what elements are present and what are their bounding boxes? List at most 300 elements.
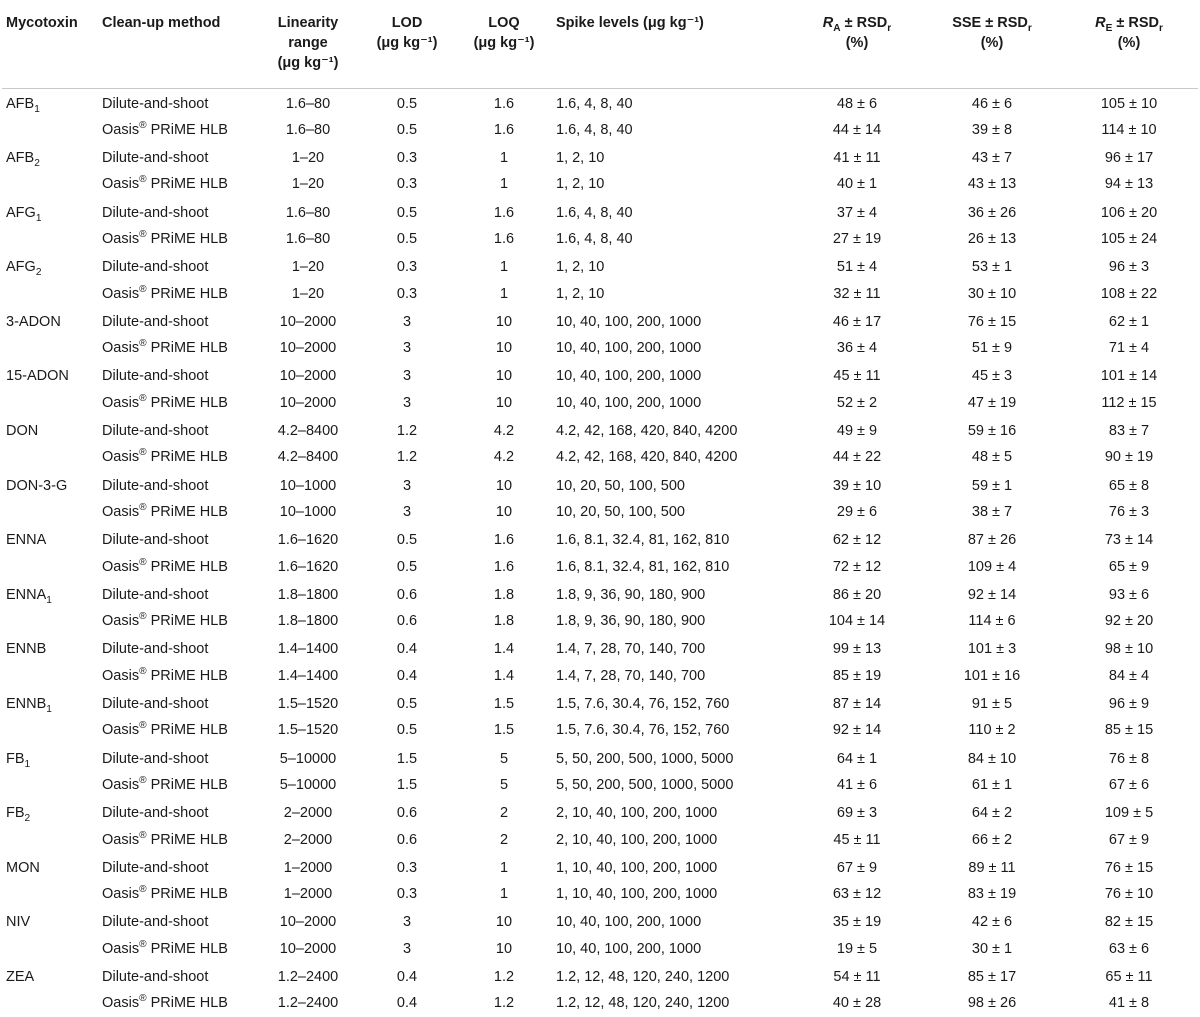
- cell-cleanup-method: Dilute-and-shoot: [102, 477, 209, 494]
- cell-re: 105 ± 10: [1100, 95, 1158, 112]
- cell-linearity: 10–2000: [279, 313, 337, 330]
- cell-sse: 66 ± 2: [971, 831, 1013, 848]
- col-header-lod: [358, 0, 456, 88]
- cell-cleanup-method: Dilute-and-shoot: [102, 368, 209, 385]
- cell-spike-levels: 1, 10, 40, 100, 200, 1000: [556, 859, 718, 876]
- cell-re: 114 ± 10: [1101, 121, 1157, 138]
- cell-loq: 1: [499, 176, 509, 193]
- cell-mycotoxin: 3-ADON: [6, 313, 61, 330]
- cell-lod: 0.5: [396, 204, 418, 221]
- cell-re: 63 ± 6: [1108, 940, 1150, 957]
- cell-linearity: 10–2000: [279, 368, 337, 385]
- table-row: [2, 525, 1198, 553]
- cell-ra: 54 ± 11: [833, 969, 881, 985]
- cell-cleanup-method: Dilute-and-shoot: [102, 805, 209, 822]
- ra-line-2: (%): [845, 35, 869, 51]
- cell-ra: 40 ± 28: [832, 995, 882, 1012]
- sse-line-1: SSE ± $RSD_r$: [952, 15, 1032, 34]
- cell-sse: 91 ± 5: [971, 696, 1013, 713]
- cell-cleanup-method: Oasis® PRiME HLB: [102, 392, 228, 411]
- cell-spike-levels: 1.8, 9, 36, 90, 180, 900: [556, 586, 706, 603]
- cell-lod: 1.2: [396, 449, 418, 466]
- table-row: [2, 226, 1198, 253]
- cell-re: 41 ± 8: [1108, 995, 1150, 1012]
- cell-lod: 0.5: [396, 230, 418, 247]
- cell-spike-levels: 1, 2, 10: [556, 285, 605, 302]
- cell-ra: 39 ± 10: [832, 477, 882, 494]
- cell-spike-levels: 1.6, 8.1, 32.4, 81, 162, 810: [556, 532, 730, 549]
- cell-loq: 1.8: [493, 586, 515, 603]
- linearity-line-2: range: [288, 35, 328, 51]
- cell-ra: 48 ± 6: [836, 95, 878, 112]
- cell-cleanup-method: Oasis® PRiME HLB: [102, 283, 228, 302]
- cell-mycotoxin: [2, 608, 98, 635]
- cell-linearity: 10–2000: [279, 340, 337, 357]
- cell-re: 76 ± 15: [1104, 859, 1154, 876]
- cell-linearity: 1.2–2400: [277, 995, 339, 1012]
- cell-cleanup-method: Dilute-and-shoot: [102, 259, 209, 276]
- cell-linearity: 1–2000: [283, 859, 333, 876]
- loq-line-2: (μg kg⁻¹): [473, 35, 535, 51]
- cell-ra: 41 ± 6: [836, 776, 878, 793]
- cell-re: 76 ± 3: [1108, 503, 1150, 520]
- cell-re: 94 ± 13: [1104, 176, 1154, 193]
- cell-sse: 47 ± 19: [967, 394, 1017, 411]
- cell-spike-levels: 10, 40, 100, 200, 1000: [556, 340, 702, 357]
- cell-spike-levels: 10, 40, 100, 200, 1000: [556, 914, 702, 931]
- cell-sse: 39 ± 8: [971, 121, 1013, 138]
- cell-ra: 87 ± 14: [832, 696, 882, 713]
- cell-linearity: 4.2–8400: [277, 449, 339, 466]
- cell-linearity: 10–2000: [279, 914, 337, 931]
- cell-sse: 38 ± 7: [971, 503, 1013, 520]
- linearity-line-1: Linearity: [277, 15, 339, 31]
- cell-sse: 30 ± 10: [967, 285, 1017, 302]
- loq-line-1: LOQ: [488, 15, 520, 31]
- table-row: [2, 307, 1198, 335]
- cell-cleanup-method: Oasis® PRiME HLB: [102, 338, 228, 357]
- cell-lod: 3: [402, 313, 412, 330]
- cell-re: 85 ± 15: [1104, 722, 1154, 739]
- cell-spike-levels: 1, 2, 10: [556, 176, 605, 193]
- cell-sse: 42 ± 6: [971, 914, 1013, 931]
- cell-spike-levels: 1.2, 12, 48, 120, 240, 1200: [556, 969, 730, 985]
- cell-sse: 101 ± 16: [963, 667, 1021, 684]
- cell-spike-levels: 5, 50, 200, 500, 1000, 5000: [556, 750, 734, 767]
- table-row: [2, 962, 1198, 990]
- cell-ra: 49 ± 9: [836, 423, 878, 440]
- cell-re: 71 ± 4: [1108, 340, 1150, 357]
- table-row: [2, 143, 1198, 171]
- cell-mycotoxin: [2, 935, 98, 962]
- cell-linearity: 1.6–80: [285, 230, 331, 247]
- table-row: [2, 717, 1198, 744]
- cell-sse: 109 ± 4: [967, 558, 1017, 575]
- cell-lod: 3: [402, 340, 412, 357]
- cell-sse: 61 ± 1: [971, 776, 1013, 793]
- cell-linearity: 4.2–8400: [277, 423, 339, 440]
- cell-sse: 85 ± 17: [967, 969, 1017, 985]
- table-row: [2, 499, 1198, 526]
- col-header-linearity: [258, 0, 358, 88]
- cell-ra: 69 ± 3: [836, 805, 878, 822]
- cell-lod: 0.4: [396, 995, 418, 1012]
- cell-spike-levels: 10, 40, 100, 200, 1000: [556, 313, 702, 330]
- cell-cleanup-method: Dilute-and-shoot: [102, 313, 209, 330]
- cell-cleanup-method: Dilute-and-shoot: [102, 969, 209, 985]
- cell-lod: 3: [402, 503, 412, 520]
- cell-spike-levels: 1, 10, 40, 100, 200, 1000: [556, 886, 718, 903]
- cell-ra: 46 ± 17: [832, 313, 882, 330]
- cell-loq: 10: [495, 914, 513, 931]
- table-row: [2, 826, 1198, 853]
- cell-mycotoxin: [2, 881, 98, 908]
- cell-loq: 10: [495, 368, 513, 385]
- cell-ra: 44 ± 14: [832, 121, 882, 138]
- cell-re: 67 ± 9: [1108, 831, 1150, 848]
- cell-lod: 0.4: [396, 667, 418, 684]
- cell-cleanup-method: Oasis® PRiME HLB: [102, 938, 228, 957]
- cell-linearity: 1–2000: [283, 886, 333, 903]
- cell-sse: 87 ± 26: [967, 532, 1017, 549]
- cell-re: 92 ± 20: [1104, 613, 1154, 630]
- cell-spike-levels: 10, 20, 50, 100, 500: [556, 477, 685, 494]
- cell-mycotoxin: [2, 171, 98, 198]
- cell-ra: 40 ± 1: [836, 176, 878, 193]
- cell-lod: 0.4: [396, 969, 418, 985]
- cell-loq: 1.4: [493, 667, 515, 684]
- table-row: [2, 444, 1198, 471]
- cell-loq: 1.4: [493, 641, 515, 658]
- cell-spike-levels: 1.5, 7.6, 30.4, 76, 152, 760: [556, 696, 730, 713]
- cell-mycotoxin: [2, 389, 98, 416]
- cell-mycotoxin: 15-ADON: [6, 368, 69, 385]
- cell-spike-levels: 5, 50, 200, 500, 1000, 5000: [556, 776, 734, 793]
- col-header-cleanup: Clean-up method: [98, 0, 258, 88]
- cell-re: 101 ± 14: [1100, 368, 1158, 385]
- cell-loq: 1: [499, 259, 509, 276]
- cell-mycotoxin: [2, 553, 98, 580]
- cell-loq: 2: [499, 831, 509, 848]
- cell-linearity: 10–2000: [279, 940, 337, 957]
- cell-loq: 10: [495, 477, 513, 494]
- cell-cleanup-method: Oasis® PRiME HLB: [102, 993, 228, 1012]
- cell-cleanup-method: Dilute-and-shoot: [102, 150, 209, 167]
- cell-loq: 1.6: [493, 95, 515, 112]
- cell-mycotoxin: DON: [6, 423, 39, 440]
- table-header: [2, 0, 1198, 88]
- cell-lod: 0.3: [396, 176, 418, 193]
- cell-spike-levels: 1.8, 9, 36, 90, 180, 900: [556, 613, 706, 630]
- cell-re: 112 ± 15: [1101, 394, 1157, 411]
- table-row: [2, 88, 1198, 117]
- cell-loq: 4.2: [493, 423, 515, 440]
- cell-loq: 2: [499, 805, 509, 822]
- cell-mycotoxin: $FB_2$: [6, 805, 31, 825]
- table-row: [2, 881, 1198, 908]
- cell-mycotoxin: [2, 662, 98, 689]
- cell-ra: 86 ± 20: [832, 586, 882, 603]
- cell-linearity: 1–20: [291, 285, 325, 302]
- cell-cleanup-method: Oasis® PRiME HLB: [102, 556, 228, 575]
- cell-mycotoxin: NIV: [6, 914, 31, 931]
- cell-sse: 30 ± 1: [971, 940, 1013, 957]
- cell-cleanup-method: Oasis® PRiME HLB: [102, 611, 228, 630]
- cell-ra: 45 ± 11: [833, 831, 881, 848]
- cell-cleanup-method: Oasis® PRiME HLB: [102, 775, 228, 793]
- cell-loq: 1.2: [493, 969, 515, 985]
- cell-cleanup-method: Dilute-and-shoot: [102, 859, 209, 876]
- cell-lod: 3: [402, 914, 412, 931]
- cell-ra: 85 ± 19: [832, 667, 882, 684]
- cell-spike-levels: 10, 40, 100, 200, 1000: [556, 394, 702, 411]
- col-header-spike-levels: Spike levels (μg kg⁻¹): [552, 0, 790, 88]
- table-row: [2, 634, 1198, 662]
- cell-ra: 51 ± 4: [836, 259, 878, 276]
- cell-re: 62 ± 1: [1108, 313, 1150, 330]
- table-row: [2, 662, 1198, 689]
- cell-mycotoxin: $AFB_2$: [6, 150, 40, 169]
- cell-lod: 0.6: [396, 831, 418, 848]
- cell-lod: 1.5: [396, 776, 418, 793]
- col-header-re: [1060, 0, 1198, 88]
- cell-sse: 59 ± 1: [971, 477, 1013, 494]
- cell-re: 98 ± 10: [1104, 641, 1154, 658]
- cell-sse: 46 ± 6: [971, 95, 1013, 112]
- cell-sse: 36 ± 26: [967, 204, 1017, 221]
- cell-re: 93 ± 6: [1108, 586, 1150, 603]
- table-row: [2, 935, 1198, 962]
- table-row: [2, 171, 1198, 198]
- cell-lod: 0.3: [396, 859, 418, 876]
- cell-lod: 0.3: [396, 150, 418, 167]
- cell-cleanup-method: Oasis® PRiME HLB: [102, 720, 228, 739]
- cell-spike-levels: 2, 10, 40, 100, 200, 1000: [556, 831, 718, 848]
- cell-linearity: 1.6–80: [285, 204, 331, 221]
- table-row: [2, 853, 1198, 881]
- table-row: [2, 389, 1198, 416]
- cell-linearity: 1.4–1400: [277, 667, 339, 684]
- cell-cleanup-method: Dilute-and-shoot: [102, 586, 209, 603]
- cell-linearity: 1.8–1800: [277, 586, 339, 603]
- table-row: [2, 772, 1198, 799]
- cell-mycotoxin: [2, 226, 98, 253]
- cell-mycotoxin: $ENNB_1$: [6, 696, 52, 715]
- cell-ra: 92 ± 14: [832, 722, 882, 739]
- cell-linearity: 5–10000: [279, 750, 337, 767]
- linearity-line-3: (μg kg⁻¹): [277, 55, 339, 71]
- cell-mycotoxin: [2, 444, 98, 471]
- cell-cleanup-method: Dilute-and-shoot: [102, 914, 209, 931]
- cell-re: 76 ± 8: [1108, 750, 1150, 767]
- cell-lod: 1.2: [396, 423, 418, 440]
- cell-linearity: 1–20: [291, 259, 325, 276]
- cell-loq: 1.6: [493, 121, 515, 138]
- cell-cleanup-method: Oasis® PRiME HLB: [102, 502, 228, 520]
- cell-mycotoxin: MON: [6, 859, 40, 876]
- cell-lod: 0.5: [396, 558, 418, 575]
- cell-sse: 76 ± 15: [967, 313, 1017, 330]
- cell-lod: 0.3: [396, 259, 418, 276]
- cell-loq: 5: [499, 750, 509, 767]
- cell-mycotoxin: [2, 280, 98, 307]
- cell-linearity: 1–20: [291, 176, 325, 193]
- cell-cleanup-method: Dilute-and-shoot: [102, 423, 209, 440]
- cell-cleanup-method: Oasis® PRiME HLB: [102, 174, 228, 193]
- table-row: [2, 252, 1198, 280]
- cell-ra: 99 ± 13: [832, 641, 882, 658]
- cell-loq: 10: [495, 940, 513, 957]
- cell-sse: 43 ± 13: [967, 176, 1017, 193]
- cell-mycotoxin: ENNB: [6, 641, 47, 658]
- cell-sse: 114 ± 6: [968, 613, 1016, 630]
- cell-sse: 48 ± 5: [971, 449, 1013, 466]
- cell-linearity: 1.6–80: [285, 95, 331, 112]
- cell-re: 65 ± 9: [1108, 558, 1150, 575]
- col-header-ra: [790, 0, 924, 88]
- cell-spike-levels: 2, 10, 40, 100, 200, 1000: [556, 805, 718, 822]
- cell-mycotoxin: [2, 826, 98, 853]
- table-row: [2, 553, 1198, 580]
- lod-line-2: (μg kg⁻¹): [376, 35, 438, 51]
- cell-spike-levels: 1.6, 4, 8, 40: [556, 121, 633, 138]
- cell-lod: 3: [402, 394, 412, 411]
- cell-ra: 32 ± 11: [833, 285, 881, 302]
- cell-cleanup-method: Oasis® PRiME HLB: [102, 829, 228, 848]
- lod-line-1: LOD: [391, 15, 423, 31]
- cell-lod: 0.5: [396, 722, 418, 739]
- cell-linearity: 1.4–1400: [277, 641, 339, 658]
- cell-re: 108 ± 22: [1100, 285, 1158, 302]
- cell-spike-levels: 4.2, 42, 168, 420, 840, 4200: [556, 423, 738, 440]
- cell-loq: 1.6: [493, 204, 515, 221]
- cell-re: 105 ± 24: [1100, 230, 1158, 247]
- cell-loq: 10: [495, 503, 513, 520]
- cell-ra: 64 ± 1: [836, 750, 878, 767]
- cell-sse: 110 ± 2: [968, 722, 1016, 739]
- cell-sse: 51 ± 9: [971, 340, 1013, 357]
- cell-mycotoxin: $FB_1$: [6, 750, 31, 770]
- table-row: [2, 416, 1198, 444]
- cell-loq: 1.8: [493, 613, 515, 630]
- cell-lod: 0.5: [396, 95, 418, 112]
- cell-lod: 3: [402, 940, 412, 957]
- cell-loq: 10: [495, 340, 513, 357]
- cell-loq: 1: [499, 859, 509, 876]
- cell-mycotoxin: [2, 117, 98, 144]
- cell-linearity: 1.6–1620: [277, 558, 339, 575]
- cell-mycotoxin: [2, 990, 98, 1017]
- cell-mycotoxin: $AFG_2$: [6, 259, 42, 279]
- cell-linearity: 1.5–1520: [277, 722, 339, 739]
- col-header-mycotoxin: Mycotoxin: [2, 0, 98, 88]
- table-row: [2, 280, 1198, 307]
- table-body: [2, 88, 1198, 1017]
- table-row: [2, 335, 1198, 362]
- cell-loq: 1.6: [493, 558, 515, 575]
- cell-sse: 92 ± 14: [967, 586, 1017, 603]
- cell-spike-levels: 1.4, 7, 28, 70, 140, 700: [556, 641, 706, 658]
- cell-lod: 0.3: [396, 886, 418, 903]
- cell-lod: 0.3: [396, 285, 418, 302]
- cell-cleanup-method: Oasis® PRiME HLB: [102, 119, 228, 138]
- cell-linearity: 1.6–1620: [277, 532, 339, 549]
- cell-ra: 45 ± 11: [833, 368, 881, 385]
- cell-spike-levels: 1.2, 12, 48, 120, 240, 1200: [556, 995, 730, 1012]
- cell-loq: 4.2: [493, 449, 515, 466]
- sse-line-2: (%): [980, 35, 1004, 51]
- cell-loq: 1.6: [493, 230, 515, 247]
- cell-mycotoxin: $ENNA_1$: [6, 586, 52, 606]
- table-row: [2, 580, 1198, 608]
- cell-cleanup-method: Dilute-and-shoot: [102, 641, 209, 658]
- cell-mycotoxin: [2, 335, 98, 362]
- cell-ra: 44 ± 22: [832, 449, 882, 466]
- cell-ra: 62 ± 12: [832, 532, 882, 549]
- cell-ra: 36 ± 4: [836, 340, 878, 357]
- table-row: [2, 361, 1198, 389]
- ra-line-1: $R_A \pm RSD_r$: [822, 15, 892, 34]
- cell-lod: 3: [402, 477, 412, 494]
- cell-spike-levels: 1.6, 4, 8, 40: [556, 95, 633, 112]
- cell-linearity: 2–2000: [283, 805, 333, 822]
- cell-loq: 10: [495, 313, 513, 330]
- cell-ra: 52 ± 2: [836, 394, 878, 411]
- cell-spike-levels: 1.6, 8.1, 32.4, 81, 162, 810: [556, 558, 730, 575]
- cell-ra: 19 ± 5: [836, 940, 878, 957]
- cell-lod: 0.5: [396, 121, 418, 138]
- cell-sse: 53 ± 1: [971, 259, 1013, 276]
- cell-mycotoxin: [2, 499, 98, 526]
- cell-re: 90 ± 19: [1104, 449, 1154, 466]
- cell-linearity: 1.2–2400: [277, 969, 339, 985]
- cell-re: 82 ± 15: [1104, 914, 1154, 931]
- table-row: [2, 689, 1198, 717]
- cell-cleanup-method: Oasis® PRiME HLB: [102, 665, 228, 684]
- cell-ra: 63 ± 12: [832, 886, 882, 903]
- cell-re: 109 ± 5: [1104, 805, 1154, 822]
- cell-lod: 0.5: [396, 532, 418, 549]
- table-row: [2, 608, 1198, 635]
- cell-lod: 0.6: [396, 586, 418, 603]
- cell-mycotoxin: ZEA: [6, 969, 35, 985]
- cell-linearity: 10–2000: [279, 394, 337, 411]
- cell-spike-levels: 1.6, 4, 8, 40: [556, 204, 633, 221]
- cell-mycotoxin: $AFG_1$: [6, 204, 42, 224]
- cell-sse: 83 ± 19: [967, 886, 1017, 903]
- table-row: [2, 907, 1198, 935]
- table-row: [2, 744, 1198, 772]
- table-row: [2, 990, 1198, 1017]
- cell-sse: 101 ± 3: [967, 641, 1017, 658]
- cell-loq: 1: [499, 886, 509, 903]
- cell-re: 76 ± 10: [1104, 886, 1154, 903]
- cell-re: 106 ± 20: [1100, 204, 1158, 221]
- cell-loq: 1.5: [493, 722, 515, 739]
- cell-lod: 0.6: [396, 805, 418, 822]
- cell-spike-levels: 10, 40, 100, 200, 1000: [556, 940, 702, 957]
- cell-spike-levels: 1, 2, 10: [556, 150, 605, 167]
- cell-sse: 84 ± 10: [967, 750, 1017, 767]
- cell-mycotoxin: ENNA: [6, 532, 47, 549]
- cell-sse: 98 ± 26: [967, 995, 1017, 1012]
- cell-mycotoxin: [2, 772, 98, 799]
- cell-loq: 1.6: [493, 532, 515, 549]
- re-line-1: $R_E \pm RSD_r$: [1095, 15, 1163, 34]
- cell-ra: 37 ± 4: [836, 204, 878, 221]
- table-row: [2, 471, 1198, 499]
- cell-lod: 3: [402, 368, 412, 385]
